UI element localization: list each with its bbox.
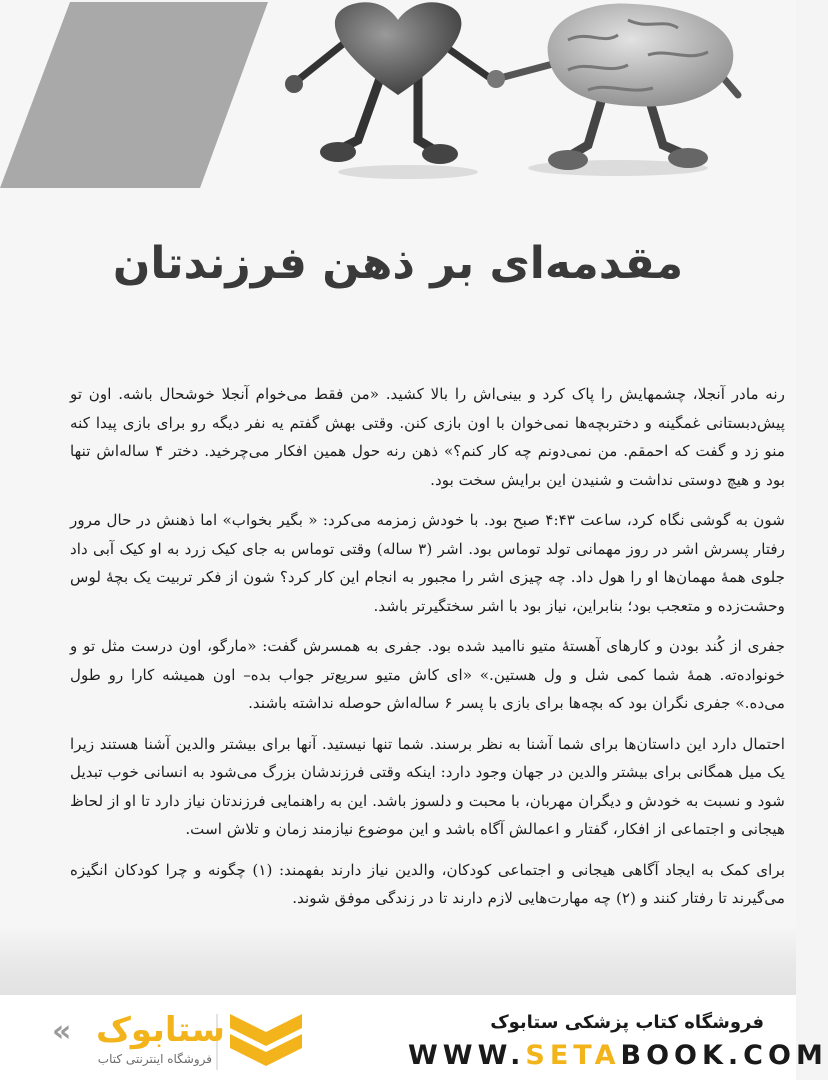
paragraph: شون به گوشی نگاه کرد، ساعت ۴:۴۳ صبح بود. با خودش زمزمه می‌کرد: « بگیر بخواب» اما ذهنش در حال مرور رفتار پسرش اشر در روز مهمانی تولد توماس بود. اشر (۳ ساله) وقتی توماس به جای کیک زرد به او کیک آبی داد جلوی همهٔ مهمان‌ها او را هول داد. چه چیزی اشر را مجبور به انجام این کار کرد؟ شون از فکر تربیت یک بچهٔ لوس وحشت‌زده و متعجب بود؛ بنابراین، نیاز بود با اشر سختگیرتر باشد. (70, 511, 786, 615)
body-text (70, 380, 786, 907)
heart-and-brain-illustration (268, 0, 768, 185)
url-highlight: SETA (525, 1040, 621, 1071)
store-name: فروشگاه کتاب پزشکی ستابوک (490, 1012, 764, 1033)
store-url[interactable] (408, 1040, 828, 1071)
chapter-title: مقدمه‌ای بر ذهن فرزندتان (112, 238, 684, 289)
paragraph: جفری از کُند بودن و کارهای آهستهٔ متیو ناامید شده بود. جفری به همسرش گفت: «مارگو، اون درست مثل تو و خونواده‌ته. همهٔ شما کمی شل و ول هستین.» «ای کاش متیو سریع‌تر جواب بده– اون همیشه کارا رو طول می‌ده.» جفری نگران بود که بچه‌ها برای بازی با پسر ۶ ساله‌اش حوصله نداشته باشند. (70, 637, 785, 712)
bottom-fade (0, 925, 796, 1000)
logo-wordmark: ستابوک (96, 1010, 225, 1050)
paragraph: رنه مادر آنجلا، چشمهایش را پاک کرد و بینی‌اش را بالا کشید. «من فقط می‌خوام آنجلا خوشحال باشه. اون تو پیش‌دبستانی غمگینه و دختربچه‌ها نمی‌خوان با اون بازی کنن. وقتی بهش گفتم یه نفر دیگه رو برای بازی پیدا کنه منو زد و گفت که احمقم. من نمی‌دونم چه کار کنم؟» ذهن رنه حول همین افکار می‌چرخید. دختر ۴ ساله‌اش تنها بود و هیچ دوستی نداشت و شنیدن این برایش سخت بود. (70, 385, 785, 489)
logo-arrows: « (52, 1014, 72, 1049)
paragraph: احتمال دارد این داستان‌ها برای شما آشنا به نظر برسند. شما تنها نیستید. آنها برای بیشتر والدین آشنا هستند زیرا یک میل همگانی برای بیشتر والدین در جهان وجود دارد: اینکه وقتی فرزندشان بزرگ می‌شود به انسانی خوب تبدیل شود و نسبت به خودش و دیگران مهربان، با محبت و دلسوز باشد. این به راهنمایی فرزندتان نیاز دارد تا او از لحاظ هیجانی و اجتماعی از افکار، گفتار و اعمالش آگاه باشد و این موضوع نیازمند زمان و تلاش است. (70, 734, 785, 838)
logo-subtitle: فروشگاه اینترنتی کتاب (97, 1052, 212, 1066)
url-post: BOOK.COM (620, 1040, 828, 1071)
brain-character-icon (487, 3, 738, 170)
paragraph: برای کمک به ایجاد آگاهی هیجانی و اجتماعی کودکان، والدین نیاز دارند بفهمند: (۱) چگونه و چرا کودکان انگیزه می‌گیرند تا رفتار کنند و (۲) چه مهارت‌هایی لازم دارند تا در زندگی موفق شوند. (70, 860, 786, 907)
heart-character-icon (285, 2, 490, 164)
setabook-chevron-icon (222, 1008, 310, 1072)
url-pre: WWW. (408, 1040, 526, 1071)
decorative-parallelogram (0, 2, 270, 188)
